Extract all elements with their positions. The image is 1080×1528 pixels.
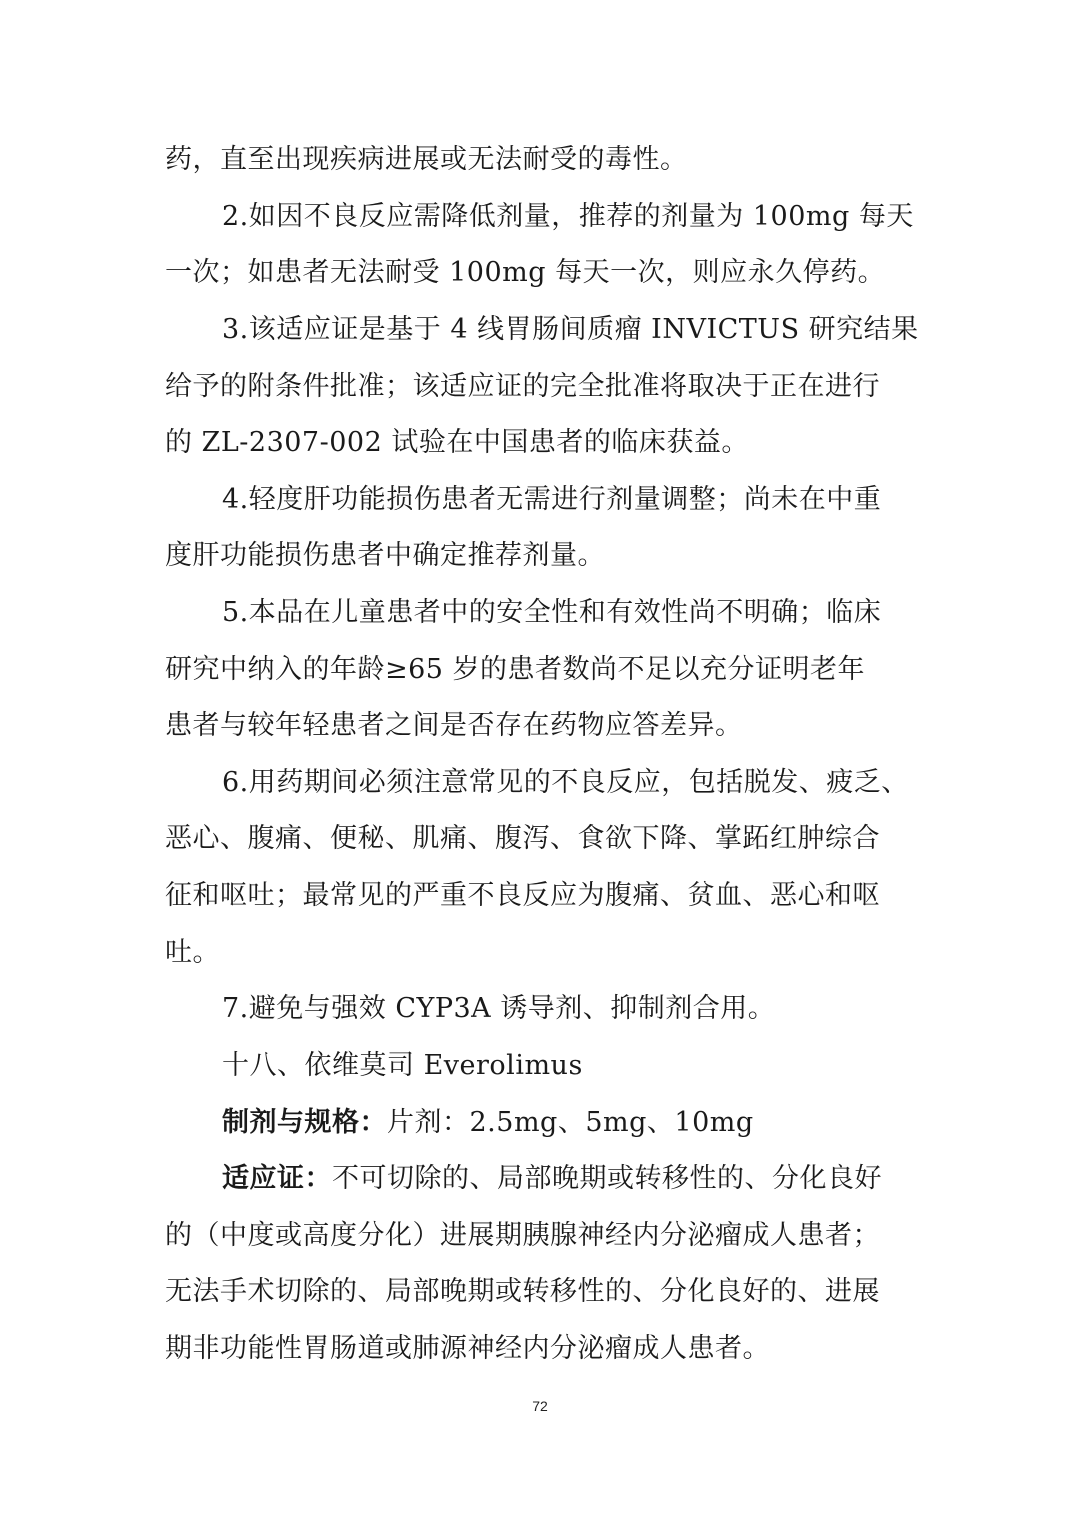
text-line: 7.避免与强效 CYP3A 诱导剂、抑制剂合用。 bbox=[222, 993, 776, 1024]
section-heading: 十八、依维莫司 Everolimus bbox=[222, 1050, 583, 1081]
formulation-line bbox=[222, 1106, 922, 1140]
page-number: 72 bbox=[532, 1398, 548, 1414]
text-line: 一次；如患者无法耐受 100mg 每天一次，则应永久停药。 bbox=[165, 257, 886, 288]
text-line: 期非功能性胃肠道或肺源神经内分泌瘤成人患者。 bbox=[165, 1333, 770, 1364]
text-line: 征和呕吐；最常见的严重不良反应为腹痛、贫血、恶心和呕 bbox=[165, 880, 880, 911]
text-line: 的（中度或高度分化）进展期胰腺神经内分泌瘤成人患者； bbox=[165, 1220, 880, 1251]
text-line: 2.如因不良反应需降低剂量，推荐的剂量为 100mg 每天 bbox=[222, 201, 914, 232]
formulation-label: 制剂与规格： bbox=[222, 1107, 387, 1138]
text-line: 度肝功能损伤患者中确定推荐剂量。 bbox=[165, 540, 605, 571]
text-line: 无法手术切除的、局部晚期或转移性的、分化良好的、进展 bbox=[165, 1276, 880, 1307]
text-line: 患者与较年轻患者之间是否存在药物应答差异。 bbox=[165, 710, 743, 741]
text-line: 药，直至出现疾病进展或无法耐受的毒性。 bbox=[165, 144, 688, 175]
text-line: 给予的附条件批准；该适应证的完全批准将取决于正在进行 bbox=[165, 371, 880, 402]
text-line: 4.轻度肝功能损伤患者无需进行剂量调整；尚未在中重 bbox=[222, 484, 882, 515]
indication-line bbox=[222, 1162, 922, 1196]
text-line: 5.本品在儿童患者中的安全性和有效性尚不明确；临床 bbox=[222, 597, 882, 628]
text-line: 研究中纳入的年龄≥65 岁的患者数尚不足以充分证明老年 bbox=[165, 654, 866, 685]
text-line: 恶心、腹痛、便秘、肌痛、腹泻、食欲下降、掌跖红肿综合 bbox=[165, 823, 880, 854]
text-line: 的 ZL-2307-002 试验在中国患者的临床获益。 bbox=[165, 427, 749, 458]
text-line: 吐。 bbox=[165, 937, 220, 968]
text-line: 6.用药期间必须注意常见的不良反应，包括脱发、疲乏、 bbox=[222, 767, 909, 798]
formulation-text: 片剂：2.5mg、5mg、10mg bbox=[387, 1107, 754, 1138]
indication-label: 适应证： bbox=[222, 1163, 332, 1194]
text-line: 3.该适应证是基于 4 线胃肠间质瘤 INVICTUS 研究结果 bbox=[222, 314, 919, 345]
indication-text: 不可切除的、局部晚期或转移性的、分化良好 bbox=[332, 1163, 882, 1194]
